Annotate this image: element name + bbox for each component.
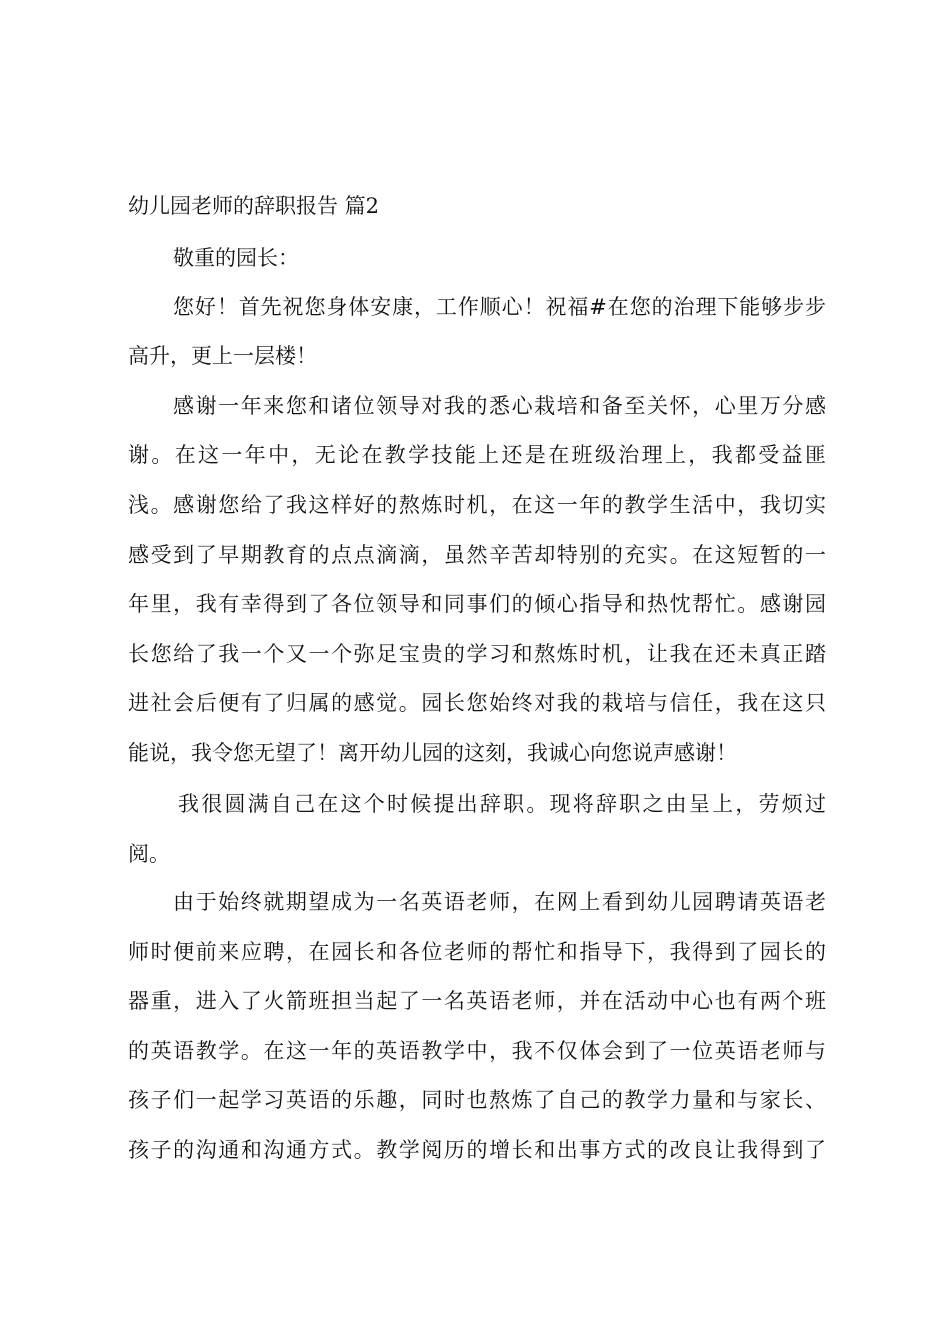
paragraph-text: 我很圆满自己在这个时候提出辞职。现将辞职之由呈上，劳烦过 [178, 792, 826, 816]
paragraph-line [0, 689, 950, 717]
paragraph-text: 高升，更上一层楼！ [128, 344, 317, 368]
paragraph-text: 浅。感谢您给了我这样好的熬炼时机，在这一年的教学生活中，我切实 [128, 493, 826, 517]
paragraph-text: 年里，我有幸得到了各位领导和同事们的倾心指导和热忱帮忙。感谢园 [128, 592, 826, 616]
document-title: 幼儿园老师的辞职报告 篇2 [128, 194, 380, 218]
paragraph-text: 孩子的沟通和沟通方式。教学阅历的增长和出事方式的改良让我得到了 [128, 1138, 826, 1162]
paragraph-line [0, 392, 950, 420]
paragraph-line [0, 840, 950, 868]
paragraph-line [0, 1037, 950, 1065]
paragraph-text: 由于始终就期望成为一名英语老师，在网上看到幼儿园聘请英语老 [173, 890, 826, 914]
paragraph-line [0, 342, 950, 370]
paragraph-line [0, 1086, 950, 1114]
paragraph-line [0, 790, 950, 818]
paragraph-text: 您好！首先祝您身体安康，工作顺心！祝福#在您的治理下能够步步 [173, 295, 826, 319]
paragraph-line [0, 1136, 950, 1164]
paragraph-line [0, 938, 950, 966]
paragraph-line [0, 640, 950, 668]
paragraph-text: 长您给了我一个又一个弥足宝贵的学习和熬炼时机，让我在还未真正踏 [128, 642, 826, 666]
paragraph-line [0, 739, 950, 767]
paragraph-line [0, 441, 950, 469]
paragraph-text: 谢。在这一年中，无论在教学技能上还是在班级治理上，我都受益匪 [128, 443, 826, 467]
salutation: 敬重的园长： [173, 246, 299, 270]
paragraph-line [0, 491, 950, 519]
paragraph-line [0, 541, 950, 569]
paragraph-text: 孩子们一起学习英语的乐趣，同时也熬炼了自己的教学力量和与家长、 [128, 1088, 826, 1112]
paragraph-line [0, 888, 950, 916]
paragraph-line [0, 987, 950, 1015]
paragraph-text: 器重，进入了火箭班担当起了一名英语老师，并在活动中心也有两个班 [128, 989, 826, 1013]
paragraph-text: 感受到了早期教育的点点滴滴，虽然辛苦却特别的充实。在这短暂的一 [128, 543, 826, 567]
paragraph-text: 能说，我令您无望了！离开幼儿园的这刻，我诚心向您说声感谢！ [128, 741, 737, 765]
paragraph-text: 阅。 [128, 842, 170, 866]
paragraph-text: 师时便前来应聘，在园长和各位老师的帮忙和指导下，我得到了园长的 [128, 940, 826, 964]
paragraph-line [0, 293, 950, 321]
paragraph-line [0, 590, 950, 618]
paragraph-text: 感谢一年来您和诸位领导对我的悉心栽培和备至关怀，心里万分感 [173, 394, 826, 418]
paragraph-text: 进社会后便有了归属的感觉。园长您始终对我的栽培与信任，我在这只 [128, 691, 826, 715]
paragraph-text: 的英语教学。在这一年的英语教学中，我不仅体会到了一位英语老师与 [128, 1039, 826, 1063]
